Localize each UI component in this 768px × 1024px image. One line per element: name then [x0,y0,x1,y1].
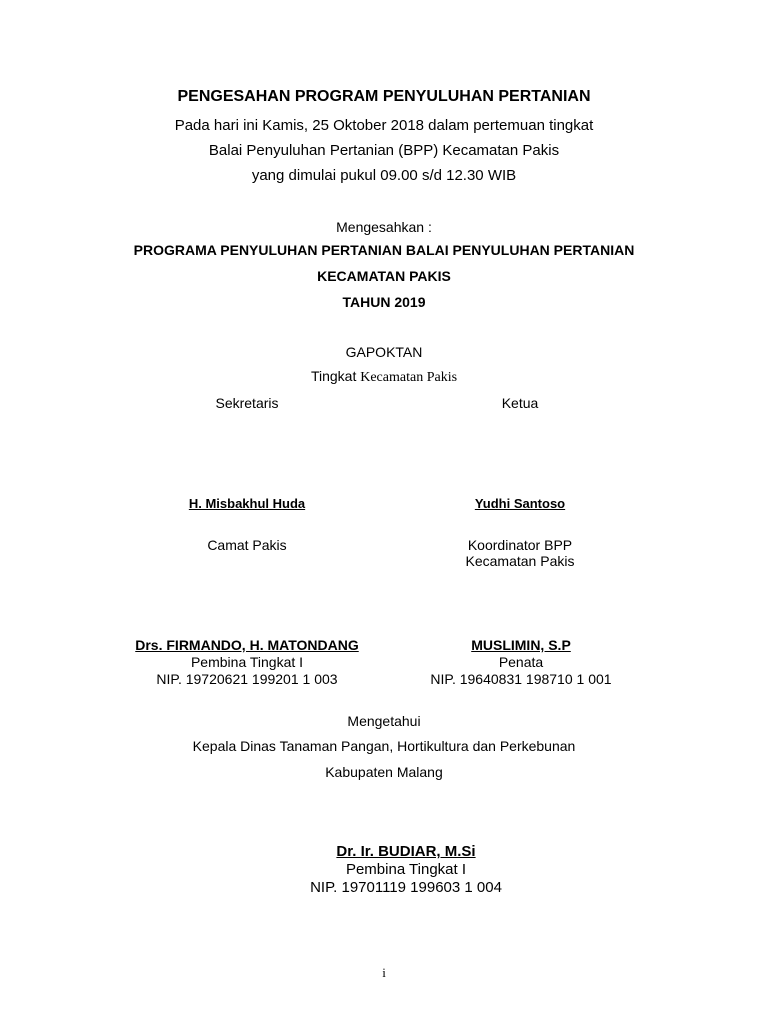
program-line-3: TAHUN 2019 [342,294,426,310]
intro-line-2: Balai Penyuluhan Pertanian (BPP) Kecamatan Pakis [208,142,560,159]
approves-label: Mengesahkan : [336,219,432,235]
koordinator-role-line-1: Koordinator BPP [467,537,573,553]
camat-rank: Pembina Tingkat I [190,654,304,670]
intro-line-1: Pada hari ini Kamis, 25 Oktober 2018 dalam pertemuan tingkat [174,117,594,134]
camat-nip: NIP. 19720621 199201 1 003 [156,671,338,687]
koordinator-nip: NIP. 19640831 198710 1 001 [430,671,612,687]
gapoktan-level-prefix: Tingkat [310,368,361,384]
program-line-1: PROGRAMA PENYULUHAN PERTANIAN BALAI PENYULUHAN PERTANIAN [133,242,635,258]
camat-name: Drs. FIRMANDO, H. MATONDANG [135,637,359,653]
page-number: i [382,965,386,980]
program-line-2: KECAMATAN PAKIS [317,268,451,284]
intro-line-3: yang dimulai pukul 09.00 s/d 12.30 WIB [251,167,517,184]
head-nip: NIP. 19701119 199603 1 004 [310,879,502,896]
head-name: Dr. Ir. BUDIAR, M.Si [336,843,476,860]
gapoktan-level-name: Kecamatan Pakis [360,370,458,385]
head-rank: Pembina Tingkat I [345,861,467,878]
ketua-role: Ketua [501,395,539,411]
camat-role: Camat Pakis [207,537,287,553]
gapoktan-label: GAPOKTAN [345,344,423,360]
document-title: PENGESAHAN PROGRAM PENYULUHAN PERTANIAN [177,88,591,105]
office-line-2: Kabupaten Malang [325,764,443,780]
acknowledged-label: Mengetahui [347,713,421,729]
sekretaris-role: Sekretaris [215,395,279,411]
office-line-1: Kepala Dinas Tanaman Pangan, Hortikultura dan Perkebunan [192,738,576,754]
koordinator-role-line-2: Kecamatan Pakis [465,553,575,569]
sekretaris-name: H. Misbakhul Huda [188,496,306,511]
koordinator-rank: Penata [498,654,544,670]
gapoktan-level [0,369,768,385]
ketua-name: Yudhi Santoso [474,496,566,511]
koordinator-name: MUSLIMIN, S.P [471,637,571,653]
